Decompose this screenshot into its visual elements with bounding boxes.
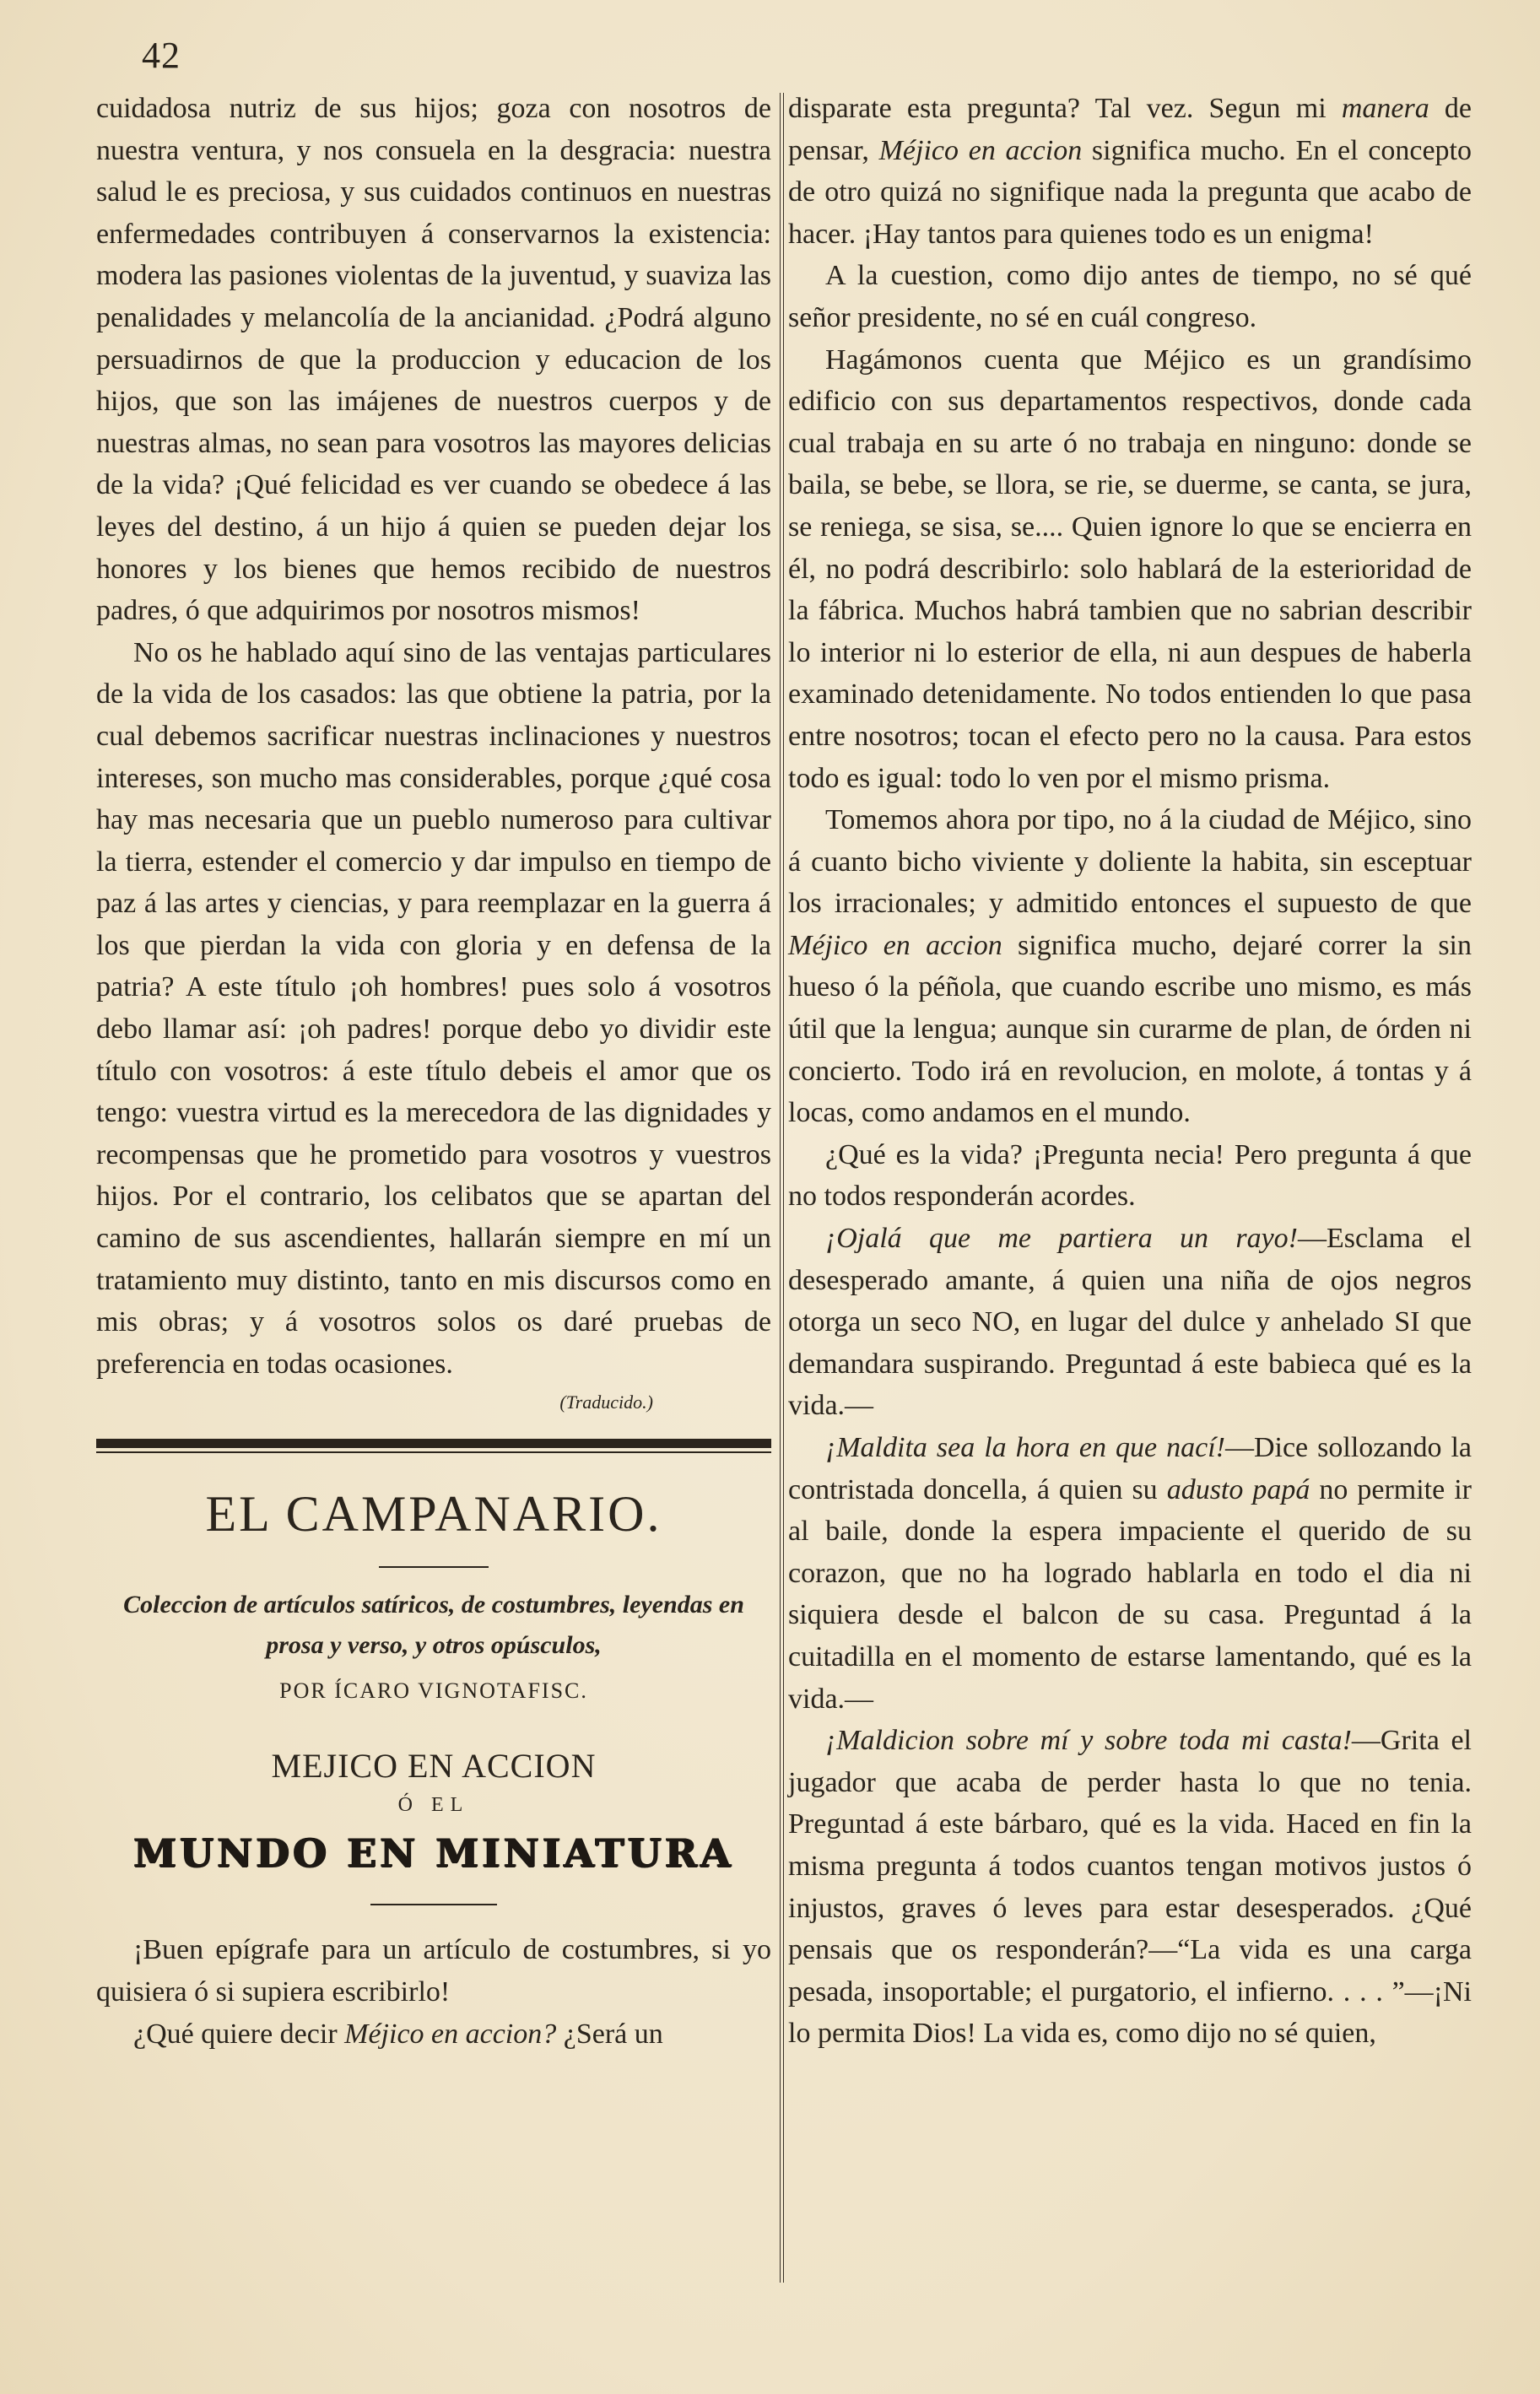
section-title: EL CAMPANARIO. bbox=[205, 1486, 662, 1543]
italic-run: adusto papá bbox=[1166, 1473, 1310, 1505]
text-run: Tomemos ahora por tipo, no á la ciudad de Méjico, sino á cuanto bicho viviente y doliente la habita, sin esceptuar los irracionales; y admitido entonces el supuesto de que bbox=[788, 804, 1472, 920]
italic-run: ¡Ojalá que me partiera un rayo! bbox=[825, 1223, 1298, 1255]
italic-run: Méjico en accion bbox=[878, 134, 1083, 166]
article-paragraph-2 bbox=[96, 2013, 771, 2056]
column-divider bbox=[780, 93, 784, 2283]
left-paragraph-2: No os he hablado aquí sino de las ventajas particulares de la vida de los casados: las que obtiene la patria, por la cual debemos sacrificar nuestras inclinaciones y nuestros intereses, son mucho mas considerables, porque ¿qué cosa hay mas necesaria que un pueblo numeroso para cultivar la tierra, estender el comercio y dar impulso en tiempo de paz á las artes y ciencias, y para reemplazar en la guerra á los que pierdan la vida con gloria y en defensa de la patria? A este título ¡oh hombres! pues solo á vosotros debo llamar así: ¡oh padres! porque debo yo dividir este título con vosotros: á este título debeis el amor que os tengo: vuestra virtud es la merecedora de las dignidades y recompensas que he prometido para vosotros y vuestros hijos. Por el contrario, los celibatos que se apartan del camino de sus ascendientes, hallarán siempre en mí un tratamiento muy distinto, tanto en mis discursos como en mis obras; y á vosotros solos os daré pruebas de preferencia en todas ocasiones. bbox=[96, 636, 771, 1380]
article-conjunction: Ó EL bbox=[397, 1794, 470, 1817]
text-run: de pensar, bbox=[788, 93, 1472, 166]
article-paragraph-1: ¡Buen epígrafe para un artículo de costumbres, si yo quisiera ó si supiera escribirlo! bbox=[96, 1934, 771, 2008]
right-paragraph-5: ¿Qué es la vida? ¡Pregunta necia! Pero pregunta á que no todos responderán acordes. bbox=[788, 1138, 1472, 1213]
right-paragraph-4 bbox=[788, 799, 1472, 1134]
italic-run: Méjico en accion bbox=[788, 929, 1002, 961]
italic-run: ¡Maldita sea la hora en que nací! bbox=[825, 1432, 1225, 1463]
right-paragraph-2: A la cuestion, como dijo antes de tiempo, no sé qué señor presidente, no sé en cuál congreso. bbox=[788, 260, 1472, 333]
translation-attribution: (Traducido.) bbox=[559, 1392, 653, 1413]
article-title: MEJICO EN ACCION bbox=[271, 1747, 597, 1786]
right-paragraph-8 bbox=[788, 1720, 1472, 2055]
text-run: —Dice sollozando la contristada doncella, á quien su bbox=[788, 1432, 1472, 1505]
text-run: —Esclama el desesperado amante, á quien una niña de ojos negros otorga un seco NO, en lugar del dulce y anhelado SI que demandara suspirando. Preguntad á este babieca qué es la vida.— bbox=[788, 1223, 1472, 1422]
text-run: no permite ir al baile, donde la espera impaciente el querido de su corazon, que no ha logrado hablarla en todo el dia ni siquiera desde el balcon de su casa. Preguntad á la cuitadilla en el momento de estarse lamentando, qué es la vida.— bbox=[788, 1473, 1472, 1715]
section-subtitle: Coleccion de artículos satíricos, de costumbres, leyendas en prosa y verso, y otros opúsculos, bbox=[123, 1591, 744, 1660]
text-run: significa mucho, dejaré correr la sin hueso ó la péñola, que cuando escribe uno mismo, es más útil que la lengua; aunque sin curarme de plan, de órden ni concierto. Todo irá en revolucion, en molote, á tontas y á locas, como andamos en el mundo. bbox=[788, 929, 1472, 1129]
title-underline bbox=[379, 1566, 489, 1568]
italic-run: ¡Maldicion sobre mí y sobre toda mi casta! bbox=[825, 1725, 1352, 1757]
section-rule-thin bbox=[96, 1451, 771, 1453]
text-run: ¿Qué quiere decir bbox=[133, 2018, 345, 2050]
page-number: 42 bbox=[142, 35, 181, 76]
section-rule-thick bbox=[96, 1439, 771, 1448]
italic-run: manera bbox=[1341, 93, 1429, 124]
right-paragraph-6 bbox=[788, 1218, 1472, 1427]
left-column bbox=[96, 88, 771, 2055]
article-ornate-title: MUNDO EN MINIATURA bbox=[133, 1830, 734, 1877]
text-run: —Grita el jugador que acaba de perder hasta lo que no tenia. Preguntad á este bárbaro, qué es la vida. Haced en fin la misma pregunta á todos cuantos tengan motivos justos ó injustos, graves ó leves para estar desesperados. ¿Qué pensais que os responderán?—“La vida es una carga pesada, insoportable; el purgatorio, el infierno. . . . ”—¡Ni lo permita Dios! La vida es, como dijo no sé quien, bbox=[788, 1725, 1472, 2050]
left-paragraph-1: cuidadosa nutriz de sus hijos; goza con nosotros de nuestra ventura, y nos consuela en la desgracia: nuestra salud le es preciosa, y sus cuidados continuos en nuestras enfermedades contribuyen á conservarnos la existencia: modera las pasiones violentas de la juventud, y suaviza las penalidades y melancolía de la ancianidad. ¿Podrá alguno persuadirnos de que la produccion y educacion de los hijos, que son las imájenes de nuestros cuerpos y de nuestras almas, no sean para vosotros las mayores delicias de la vida? ¡Qué felicidad es ver cuando se obedece á las leyes del destino, á un hijo á quien se pueden dejar los honores y los bienes que hemos recibido de nuestros padres, ó que adquirimos por nosotros mismos! bbox=[96, 93, 771, 627]
right-column bbox=[788, 88, 1472, 2055]
italic-run: Méjico en accion? bbox=[344, 2018, 557, 2050]
right-paragraph-1 bbox=[788, 88, 1472, 255]
text-run: ¿Será un bbox=[556, 2018, 663, 2050]
text-run: significa mucho. En el concepto de otro quizá no signifique nada la pregunta que acabo de hacer. ¡Hay tantos para quienes todo es un enigma! bbox=[788, 134, 1472, 250]
section-author: POR ÍCARO VIGNOTAFISC. bbox=[279, 1678, 588, 1704]
text-run: disparate esta pregunta? Tal vez. Segun mi bbox=[788, 93, 1342, 124]
right-paragraph-3: Hagámonos cuenta que Méjico es un grandísimo edificio con sus departamentos respectivos, donde cada cual trabaja en su arte ó no trabaja en ninguno: donde se baila, se bebe, se llora, se rie, se duerme, se canta, se jura, se reniega, se sisa, se.... Quien ignore lo que se encierra en él, no podrá describirlo: solo hablará de la esterioridad de la fábrica. Muchos habrá tambien que no sabrian describir lo interior ni lo esterior de ella, ni aun despues de haberla examinado detenidamente. No todos entienden lo que pasa entre nosotros; tocan el efecto pero no la causa. Para estos todo es igual: todo lo ven por el mismo prisma. bbox=[788, 343, 1472, 794]
article-title-rule bbox=[370, 1904, 497, 1905]
right-paragraph-7 bbox=[788, 1427, 1472, 1720]
